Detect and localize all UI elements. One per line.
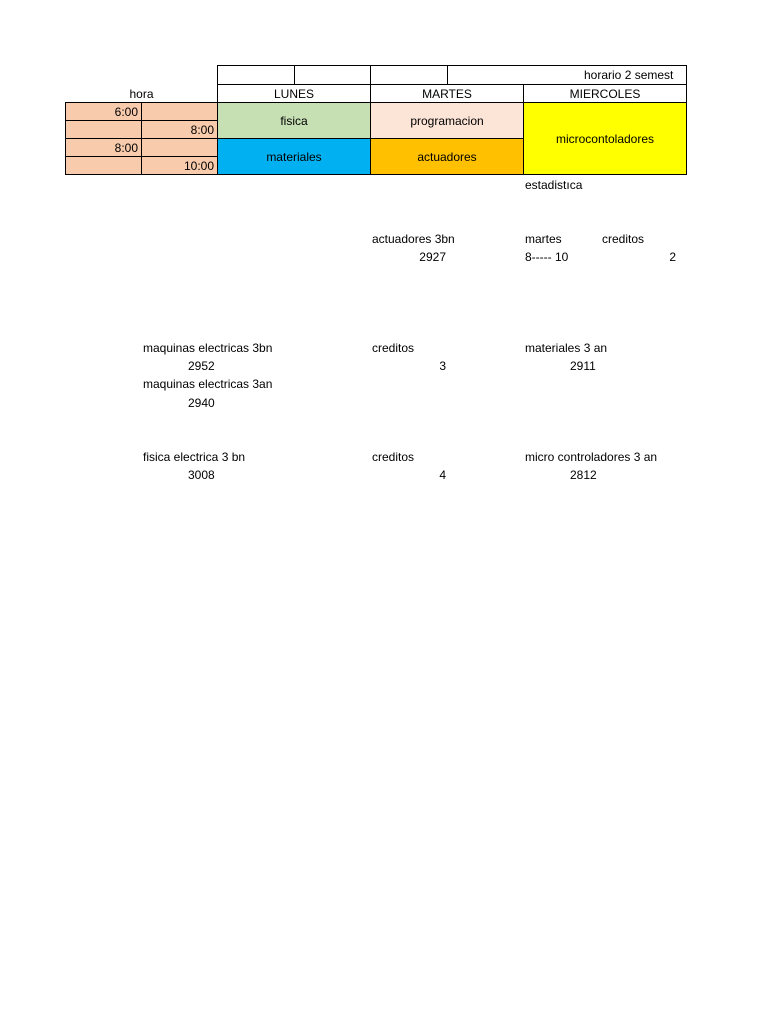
time-end-2: 10:00 (183, 158, 214, 173)
day-header-monday (217, 84, 371, 103)
header-empty-cell-2 (294, 65, 371, 85)
note-creditos-mid: creditos (372, 341, 415, 355)
day-label-wednesday: MIERCOLES (569, 86, 641, 101)
subject-cell-microcontoladores (523, 102, 687, 175)
note-actuadores-code: 2927 (419, 250, 446, 264)
note-fisica-3bn: fisica electrica 3 bn (143, 450, 246, 464)
note-martes: martes (525, 232, 562, 246)
note-maquinas-3an-code: 2940 (188, 396, 215, 410)
time-end-1: 8:00 (190, 122, 214, 137)
note-maquinas-3bn-code: 2952 (188, 359, 215, 373)
hour-header-label: hora (129, 86, 154, 101)
header-empty-cell-3 (370, 65, 448, 85)
schedule-title-cell (447, 65, 687, 85)
note-maquinas-3an: maquinas electricas 3an (143, 377, 273, 391)
time-start-1: 6:00 (114, 104, 138, 119)
day-label-tuesday: MARTES (422, 86, 472, 101)
subject-programacion: programacion (410, 113, 484, 128)
time-start-2: 8:00 (114, 140, 138, 155)
note-creditos-top: creditos (602, 232, 645, 246)
note-maquinas-3bn: maquinas electricas 3bn (143, 341, 273, 355)
subject-materiales: materiales (266, 149, 322, 164)
subject-cell-programacion (370, 102, 524, 139)
time-cell-blank-4 (65, 156, 142, 175)
subject-cell-materiales (217, 138, 371, 175)
note-estadistica: estadistıca (525, 178, 583, 192)
hour-header (65, 84, 218, 103)
time-cell-8-00-end (141, 120, 218, 139)
day-label-monday: LUNES (273, 86, 314, 101)
subject-microcontoladores: microcontoladores (555, 131, 655, 146)
subject-cell-actuadores (370, 138, 524, 175)
time-cell-blank-3 (141, 138, 218, 157)
time-cell-8-00-start (65, 138, 142, 157)
schedule-title: horario 2 semest (584, 68, 674, 82)
note-micro-3an-code: 2812 (570, 468, 597, 482)
header-empty-cell-1 (217, 65, 295, 85)
subject-actuadores: actuadores (417, 149, 477, 164)
note-actuadores-label: actuadores 3bn (372, 232, 455, 246)
note-creditos-low: creditos (372, 450, 415, 464)
time-cell-blank-2 (65, 120, 142, 139)
subject-cell-fisica (217, 102, 371, 139)
note-creditos-top-value: 2 (669, 250, 676, 264)
note-materiales-3an: materiales 3 an (525, 341, 608, 355)
note-hours-range: 8----- 10 (525, 250, 569, 264)
note-micro-3an: micro controladores 3 an (525, 450, 658, 464)
time-cell-6-00 (65, 102, 142, 121)
note-materiales-3an-code: 2911 (570, 359, 596, 373)
time-cell-blank-1 (141, 102, 218, 121)
day-header-wednesday (523, 84, 687, 103)
subject-fisica: fisica (280, 113, 308, 128)
note-creditos-mid-value: 3 (439, 359, 446, 373)
day-header-tuesday (370, 84, 524, 103)
note-creditos-low-value: 4 (439, 468, 446, 482)
note-fisica-3bn-code: 3008 (188, 468, 215, 482)
time-cell-10-00 (141, 156, 218, 175)
